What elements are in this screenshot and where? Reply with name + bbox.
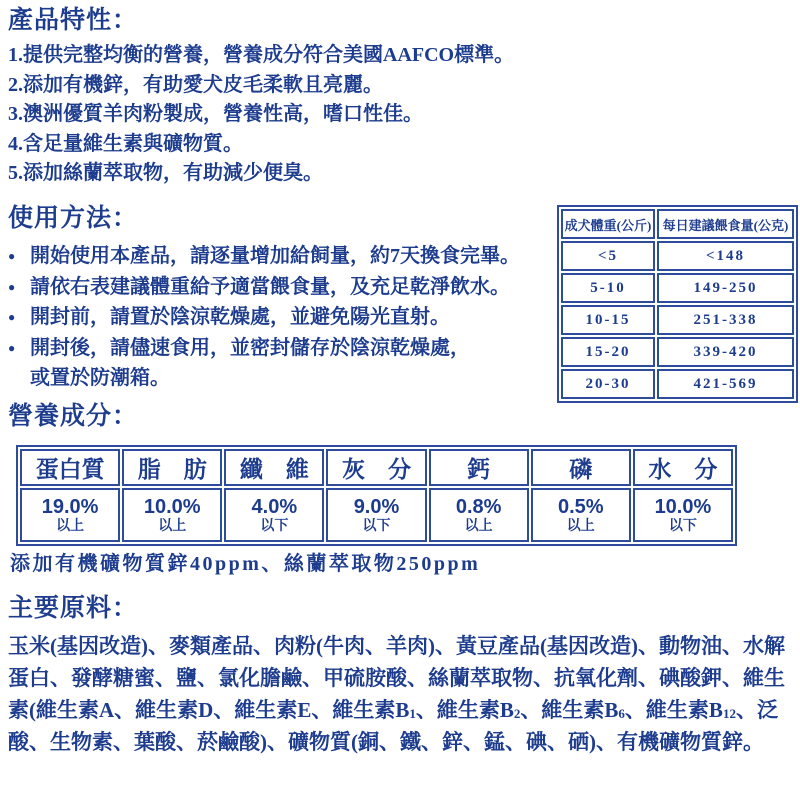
nutrition-value: 0.5%: [557, 495, 604, 518]
feeding-cell-amount: <148: [657, 241, 794, 271]
nutrition-cell: [429, 488, 529, 542]
bullet-icon: ●: [8, 310, 16, 324]
nutrition-cell: [224, 488, 324, 542]
nutrition-value: 19.0%: [41, 495, 99, 518]
nutrition-cell: [531, 488, 631, 542]
features-section: [8, 6, 608, 189]
feature-item: 1.提供完整均衡的營養，營養成分符合美國AAFCO標準。: [8, 44, 515, 66]
usage-bullet-text: 開始使用本產品，請逐量增加給飼量，約7天換食完畢。: [30, 245, 520, 267]
usage-section: [8, 204, 560, 394]
nutrition-value: 0.8%: [455, 495, 502, 518]
ingredients-text: 玉米(基因改造)、麥類產品、肉粉(牛肉、羊肉)、黃豆產品(基因改造)、動物油、水解蛋白、發酵糖蜜、鹽、氯化膽鹼、甲硫胺酸、絲蘭萃取物、抗氧化劑、碘酸鉀、維生素(維生素A、維生素D、維生素E、維生素$B_1$、維生素$B_2$、維生素$B_6$、維生素$B_{12}$、泛酸、生物素、葉酸、菸鹼酸)、礦物質(銅、鐵、鋅、錳、碘、硒)、有機礦物質鋅。: [8, 634, 785, 754]
nutrition-header-row: [20, 449, 733, 486]
nutrition-qualifier: 以上: [56, 518, 85, 534]
feeding-row: [561, 305, 794, 335]
feeding-header-row: [561, 209, 794, 239]
nutrition-cell: [122, 488, 222, 542]
usage-title: 使用方法：: [8, 205, 139, 232]
feeding-cell-weight: 15-20: [561, 337, 655, 367]
feeding-guide-table: [557, 205, 798, 403]
nutrition-value: 10.0%: [143, 495, 201, 518]
usage-bullet: [8, 272, 560, 303]
bullet-icon: ●: [8, 340, 16, 355]
feeding-cell-weight: 20-30: [561, 369, 655, 399]
nutrition-header: 水 分: [633, 449, 733, 486]
nutrition-title: 營養成分：: [8, 403, 139, 430]
feeding-cell-amount: 339-420: [657, 337, 794, 367]
ingredients-title: 主要原料：: [8, 595, 139, 622]
nutrition-value: 4.0%: [251, 495, 298, 518]
nutrition-header: 纖 維: [224, 449, 324, 486]
additive-note: 添加有機礦物質鋅40ppm、絲蘭萃取物250ppm: [10, 553, 481, 575]
nutrition-qualifier: 以下: [668, 518, 697, 534]
usage-bullet: [8, 333, 560, 364]
feature-item: 2.添加有機鋅，有助愛犬皮毛柔軟且亮麗。: [8, 73, 383, 96]
nutrition-header: 磷: [531, 449, 631, 486]
nutrition-value-row: [20, 488, 733, 542]
usage-bullet-text: 請依右表建議體重給予適當餵食量，及充足乾淨飲水。: [30, 275, 510, 298]
nutrition-header: 鈣: [429, 449, 529, 486]
usage-bullet: [8, 241, 560, 272]
feeding-cell-weight: <5: [561, 241, 655, 271]
feeding-row: [561, 369, 794, 399]
feature-item: 3.澳洲優質羊肉粉製成，營養性高，嗜口性佳。: [8, 103, 423, 125]
feature-item: 5.添加絲蘭萃取物，有助減少便臭。: [8, 162, 323, 184]
nutrition-value: 10.0%: [654, 495, 712, 518]
feeding-row: [561, 241, 794, 271]
features-title: 產品特性：: [8, 7, 139, 34]
feeding-cell-amount: 251-338: [657, 305, 794, 335]
nutrition-qualifier: 以上: [566, 518, 595, 534]
feeding-cell-amount: 149-250: [657, 273, 794, 303]
usage-bullet-continuation: [8, 363, 560, 394]
usage-bullet: [8, 302, 560, 333]
nutrition-cell: [20, 488, 120, 542]
bullet-icon: ●: [8, 249, 16, 263]
feeding-cell-weight: 10-15: [561, 305, 655, 335]
ingredients-section: [8, 594, 796, 758]
feature-item: 4.含足量維生素與礦物質。: [8, 132, 243, 155]
usage-bullet-text: 開封前，請置於陰涼乾燥處，並避免陽光直射。: [30, 306, 450, 328]
feeding-cell-weight: 5-10: [561, 273, 655, 303]
feeding-cell-amount: 421-569: [657, 369, 794, 399]
usage-bullet-text: 開封後，請儘速食用，並密封儲存於陰涼乾燥處，: [30, 336, 470, 359]
feeding-header-amount: 每日建議餵食量(公克): [657, 209, 794, 239]
nutrition-table: [16, 445, 737, 546]
nutrition-cell: [633, 488, 733, 542]
nutrition-header: 灰 分: [326, 449, 426, 486]
nutrition-value: 9.0%: [353, 495, 400, 518]
usage-bullet-text: 或置於防潮箱。: [30, 367, 170, 389]
feeding-header-weight: 成犬體重(公斤): [561, 209, 655, 239]
nutrition-qualifier: 以下: [260, 518, 289, 534]
nutrition-header: 蛋白質: [20, 449, 120, 486]
nutrition-qualifier: 以上: [158, 518, 187, 534]
nutrition-cell: [326, 488, 426, 542]
nutrition-qualifier: 以下: [362, 518, 391, 534]
feeding-row: [561, 273, 794, 303]
nutrition-qualifier: 以上: [464, 518, 493, 534]
feeding-row: [561, 337, 794, 367]
bullet-icon: ●: [8, 279, 16, 294]
nutrition-header: 脂 肪: [122, 449, 222, 486]
